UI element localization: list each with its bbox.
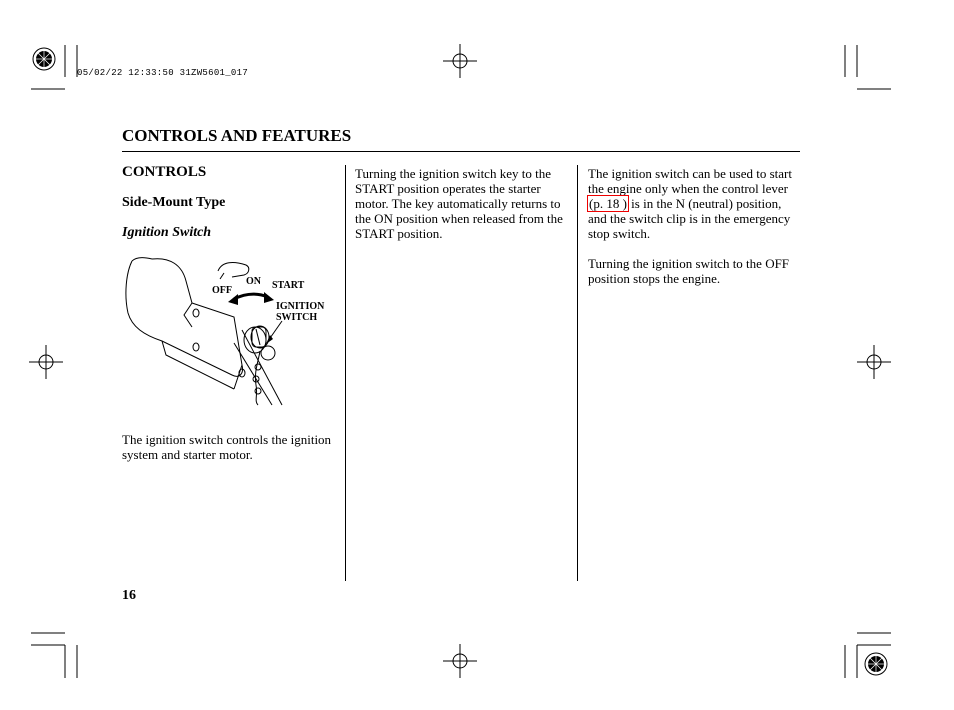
label-start: START [272, 280, 305, 291]
column-1-paragraph: The ignition switch controls the ignition system and starter motor. [122, 432, 332, 462]
paragraph-text: The ignition switch can be used to start the engine only when the control lever [588, 166, 792, 196]
topic-heading: Ignition Switch [122, 225, 212, 240]
column-3-paragraph-2: Turning the ignition switch to the OFF position stops the engine. [588, 256, 790, 286]
paragraph-text: is in the N (neutral) position, and the switch clip is in the emergency stop switch. [588, 196, 791, 241]
header-rule [122, 151, 800, 152]
print-stamp: 05/02/22 12:33:50 31ZW5601_017 [77, 68, 249, 78]
page-reference-link[interactable]: (p. 18 ) [589, 196, 627, 211]
label-ignition: IGNITION [276, 301, 325, 312]
page-title: CONTROLS AND FEATURES [122, 126, 352, 145]
column-divider-2 [577, 165, 578, 581]
subsection-heading: Side-Mount Type [122, 195, 226, 210]
column-2-paragraph: Turning the ignition switch key to the START position operates the starter motor. The key automatically returns to the ON position when released from the START position. [355, 166, 563, 241]
label-on: ON [246, 276, 261, 287]
section-heading: CONTROLS [122, 164, 207, 180]
label-off: OFF [212, 285, 232, 296]
column-3-paragraph-1 [588, 166, 803, 241]
label-switch: SWITCH [276, 312, 318, 323]
page-number: 16 [122, 588, 136, 603]
column-divider-1 [345, 165, 346, 581]
ignition-switch-illustration [122, 255, 342, 405]
